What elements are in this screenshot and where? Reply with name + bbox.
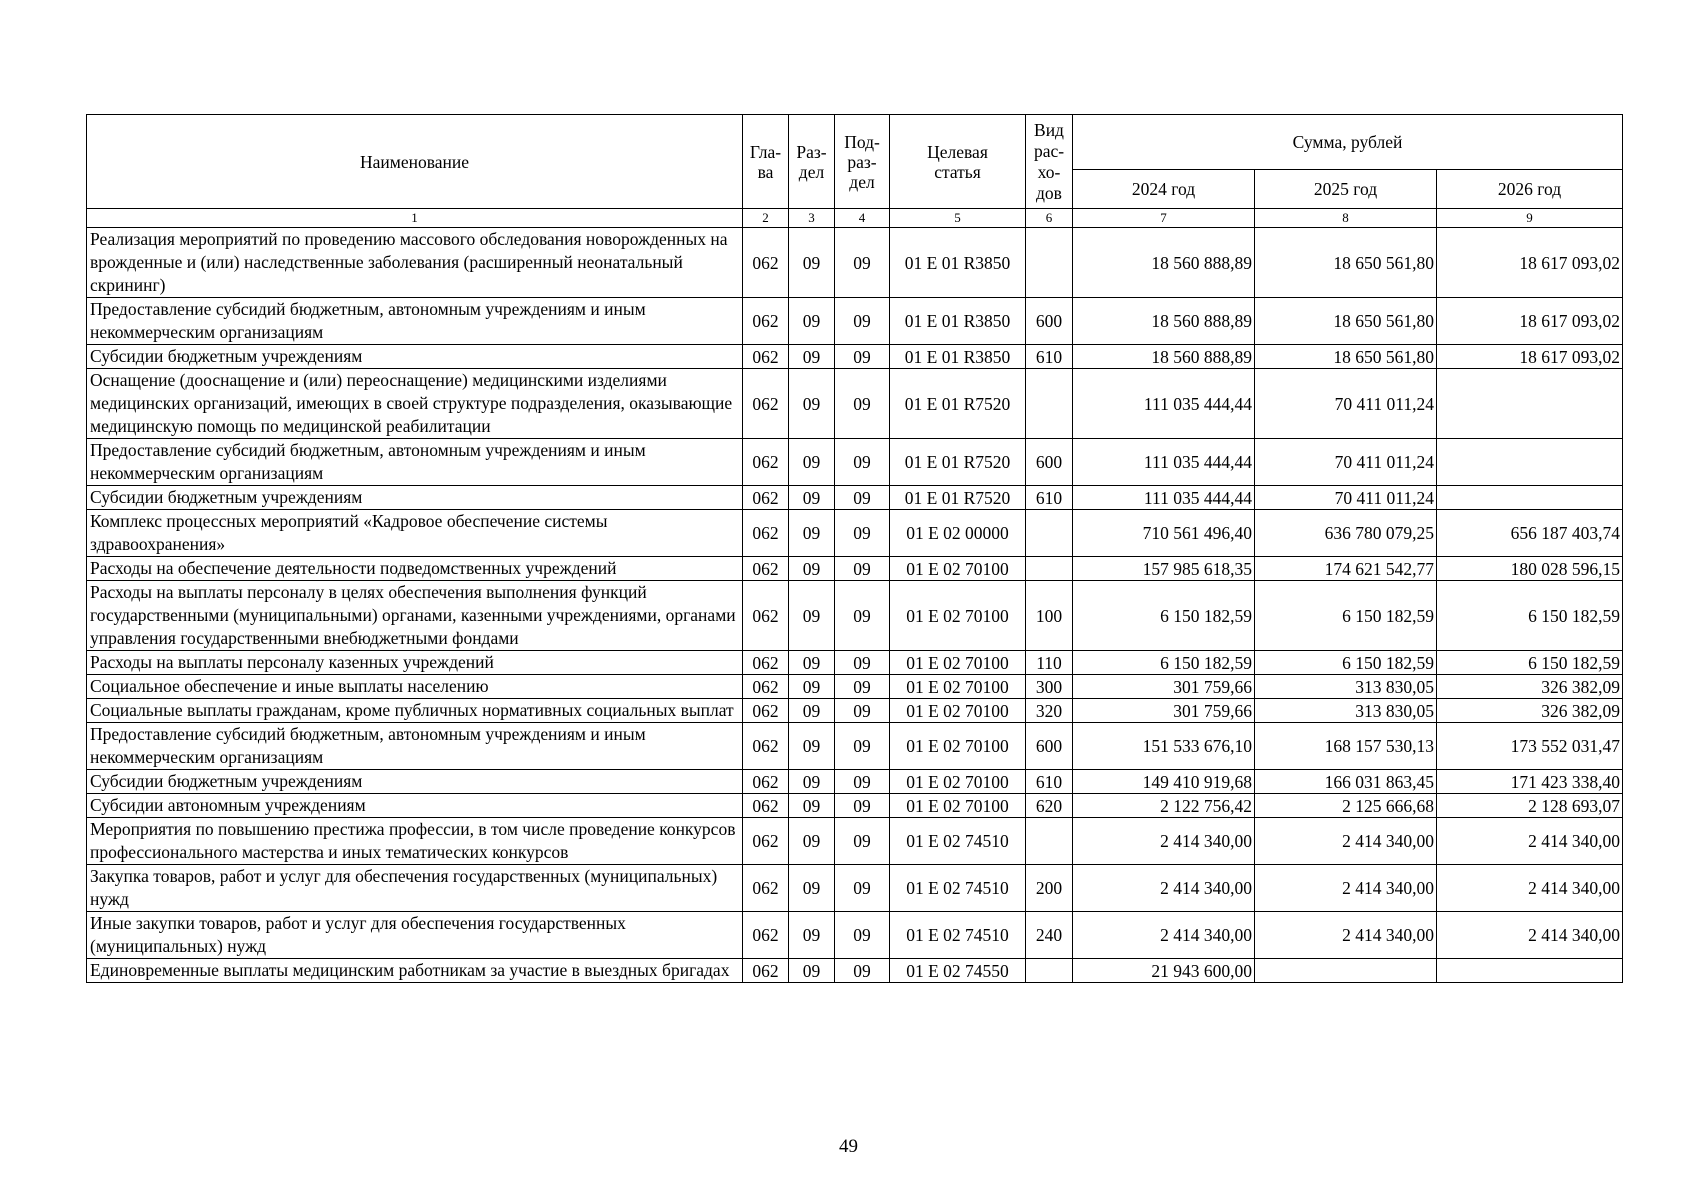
row-target-article: 01 Е 02 00000 (890, 510, 1026, 557)
row-sum-2024: 710 561 496,40 (1073, 510, 1255, 557)
row-sum-2026: 173 552 031,47 (1437, 723, 1623, 770)
header-target: Целевая статья (890, 115, 1026, 209)
row-razdel: 09 (789, 581, 835, 651)
row-podrazdel: 09 (835, 651, 890, 675)
row-sum-2025: 2 414 340,00 (1255, 912, 1437, 959)
row-sum-2026 (1437, 369, 1623, 439)
row-podrazdel: 09 (835, 298, 890, 345)
row-target-article: 01 Е 01 R3850 (890, 298, 1026, 345)
header-glava: Гла- ва (743, 115, 789, 209)
table-row (87, 557, 1623, 581)
row-podrazdel: 09 (835, 675, 890, 699)
table-row (87, 794, 1623, 818)
row-sum-2024: 18 560 888,89 (1073, 228, 1255, 298)
row-razdel: 09 (789, 651, 835, 675)
row-sum-2024: 2 122 756,42 (1073, 794, 1255, 818)
column-number: 4 (835, 209, 890, 228)
row-sum-2025: 18 650 561,80 (1255, 228, 1437, 298)
row-expense-type (1026, 557, 1073, 581)
row-expense-type (1026, 959, 1073, 983)
row-razdel: 09 (789, 369, 835, 439)
row-expense-type: 110 (1026, 651, 1073, 675)
row-target-article: 01 Е 01 R3850 (890, 228, 1026, 298)
row-target-article: 01 Е 02 74510 (890, 865, 1026, 912)
row-target-article: 01 Е 01 R3850 (890, 345, 1026, 369)
row-podrazdel: 09 (835, 770, 890, 794)
row-sum-2025: 70 411 011,24 (1255, 369, 1437, 439)
column-number: 9 (1437, 209, 1623, 228)
row-razdel: 09 (789, 865, 835, 912)
row-razdel: 09 (789, 912, 835, 959)
row-name: Мероприятия по повышению престижа профессии, в том числе проведение конкурсов профессионального мастерства и иных тематических конкурсов (87, 818, 743, 865)
row-razdel: 09 (789, 486, 835, 510)
table-row (87, 510, 1623, 557)
row-glava: 062 (743, 912, 789, 959)
row-sum-2026: 326 382,09 (1437, 699, 1623, 723)
table-row (87, 298, 1623, 345)
row-glava: 062 (743, 345, 789, 369)
row-sum-2024: 6 150 182,59 (1073, 581, 1255, 651)
row-sum-2025: 168 157 530,13 (1255, 723, 1437, 770)
row-expense-type: 610 (1026, 770, 1073, 794)
row-expense-type: 240 (1026, 912, 1073, 959)
header-year-2024: 2024 год (1073, 170, 1255, 209)
row-podrazdel: 09 (835, 794, 890, 818)
row-sum-2026 (1437, 959, 1623, 983)
row-name: Единовременные выплаты медицинским работникам за участие в выездных бригадах (87, 959, 743, 983)
table-row (87, 723, 1623, 770)
row-sum-2024: 301 759,66 (1073, 699, 1255, 723)
row-podrazdel: 09 (835, 439, 890, 486)
row-sum-2026: 326 382,09 (1437, 675, 1623, 699)
header-name: Наименование (87, 115, 743, 209)
header-podrazdel: Под- раз- дел (835, 115, 890, 209)
column-number: 3 (789, 209, 835, 228)
row-sum-2026: 171 423 338,40 (1437, 770, 1623, 794)
column-number: 6 (1026, 209, 1073, 228)
row-razdel: 09 (789, 723, 835, 770)
table-row (87, 439, 1623, 486)
row-razdel: 09 (789, 699, 835, 723)
row-sum-2024: 111 035 444,44 (1073, 439, 1255, 486)
table-row (87, 699, 1623, 723)
row-sum-2025: 313 830,05 (1255, 675, 1437, 699)
row-name: Социальные выплаты гражданам, кроме публичных нормативных социальных выплат (87, 699, 743, 723)
row-target-article: 01 Е 02 70100 (890, 723, 1026, 770)
row-sum-2026: 6 150 182,59 (1437, 651, 1623, 675)
row-sum-2024: 151 533 676,10 (1073, 723, 1255, 770)
row-razdel: 09 (789, 770, 835, 794)
row-sum-2025: 6 150 182,59 (1255, 581, 1437, 651)
table-row (87, 486, 1623, 510)
row-sum-2026: 18 617 093,02 (1437, 228, 1623, 298)
row-sum-2026: 18 617 093,02 (1437, 345, 1623, 369)
row-name: Предоставление субсидий бюджетным, автономным учреждениям и иным некоммерческим организациям (87, 298, 743, 345)
row-name: Предоставление субсидий бюджетным, автономным учреждениям и иным некоммерческим организациям (87, 723, 743, 770)
row-sum-2025: 70 411 011,24 (1255, 486, 1437, 510)
row-target-article: 01 Е 02 74550 (890, 959, 1026, 983)
row-glava: 062 (743, 818, 789, 865)
table-row (87, 912, 1623, 959)
row-name: Расходы на обеспечение деятельности подведомственных учреждений (87, 557, 743, 581)
column-number: 1 (87, 209, 743, 228)
row-name: Субсидии автономным учреждениям (87, 794, 743, 818)
table-row (87, 770, 1623, 794)
row-sum-2026: 656 187 403,74 (1437, 510, 1623, 557)
row-glava: 062 (743, 699, 789, 723)
row-sum-2025 (1255, 959, 1437, 983)
row-razdel: 09 (789, 345, 835, 369)
row-sum-2024: 2 414 340,00 (1073, 865, 1255, 912)
row-glava: 062 (743, 651, 789, 675)
header-year-2025: 2025 год (1255, 170, 1437, 209)
row-sum-2026 (1437, 439, 1623, 486)
table-row (87, 818, 1623, 865)
row-razdel: 09 (789, 675, 835, 699)
row-sum-2024: 149 410 919,68 (1073, 770, 1255, 794)
row-sum-2025: 6 150 182,59 (1255, 651, 1437, 675)
row-podrazdel: 09 (835, 228, 890, 298)
row-sum-2024: 18 560 888,89 (1073, 298, 1255, 345)
row-sum-2025: 174 621 542,77 (1255, 557, 1437, 581)
row-sum-2025: 636 780 079,25 (1255, 510, 1437, 557)
row-sum-2024: 111 035 444,44 (1073, 369, 1255, 439)
row-sum-2024: 21 943 600,00 (1073, 959, 1255, 983)
table-row (87, 369, 1623, 439)
row-expense-type (1026, 510, 1073, 557)
row-expense-type: 600 (1026, 723, 1073, 770)
column-number: 2 (743, 209, 789, 228)
row-sum-2024: 18 560 888,89 (1073, 345, 1255, 369)
row-target-article: 01 Е 01 R7520 (890, 486, 1026, 510)
table-row (87, 228, 1623, 298)
table-row (87, 865, 1623, 912)
row-sum-2024: 6 150 182,59 (1073, 651, 1255, 675)
header-year-2026: 2026 год (1437, 170, 1623, 209)
row-glava: 062 (743, 865, 789, 912)
row-expense-type: 600 (1026, 439, 1073, 486)
table-body (87, 228, 1623, 983)
row-podrazdel: 09 (835, 723, 890, 770)
row-glava: 062 (743, 770, 789, 794)
row-expense-type: 100 (1026, 581, 1073, 651)
row-target-article: 01 Е 02 74510 (890, 818, 1026, 865)
row-target-article: 01 Е 01 R7520 (890, 439, 1026, 486)
budget-table (86, 114, 1623, 983)
row-sum-2026: 6 150 182,59 (1437, 581, 1623, 651)
row-sum-2025: 313 830,05 (1255, 699, 1437, 723)
row-razdel: 09 (789, 794, 835, 818)
header-razdel: Раз- дел (789, 115, 835, 209)
row-name: Иные закупки товаров, работ и услуг для обеспечения государственных (муниципальных) нужд (87, 912, 743, 959)
row-glava: 062 (743, 959, 789, 983)
row-sum-2024: 2 414 340,00 (1073, 912, 1255, 959)
row-podrazdel: 09 (835, 699, 890, 723)
row-glava: 062 (743, 486, 789, 510)
row-podrazdel: 09 (835, 818, 890, 865)
row-name: Комплекс процессных мероприятий «Кадровое обеспечение системы здравоохранения» (87, 510, 743, 557)
row-razdel: 09 (789, 298, 835, 345)
row-sum-2024: 157 985 618,35 (1073, 557, 1255, 581)
row-name: Субсидии бюджетным учреждениям (87, 770, 743, 794)
row-target-article: 01 Е 02 70100 (890, 699, 1026, 723)
row-glava: 062 (743, 298, 789, 345)
row-podrazdel: 09 (835, 486, 890, 510)
table-row (87, 959, 1623, 983)
table-row (87, 581, 1623, 651)
row-razdel: 09 (789, 818, 835, 865)
row-name: Закупка товаров, работ и услуг для обеспечения государственных (муниципальных) нужд (87, 865, 743, 912)
row-target-article: 01 Е 01 R7520 (890, 369, 1026, 439)
row-target-article: 01 Е 02 70100 (890, 770, 1026, 794)
row-target-article: 01 Е 02 70100 (890, 557, 1026, 581)
row-razdel: 09 (789, 439, 835, 486)
row-expense-type: 200 (1026, 865, 1073, 912)
row-target-article: 01 Е 02 74510 (890, 912, 1026, 959)
column-number: 5 (890, 209, 1026, 228)
row-sum-2025: 18 650 561,80 (1255, 298, 1437, 345)
row-sum-2026 (1437, 486, 1623, 510)
column-numbers-row (87, 209, 1623, 228)
row-podrazdel: 09 (835, 369, 890, 439)
row-podrazdel: 09 (835, 557, 890, 581)
row-expense-type: 620 (1026, 794, 1073, 818)
row-target-article: 01 Е 02 70100 (890, 794, 1026, 818)
row-sum-2026: 2 128 693,07 (1437, 794, 1623, 818)
row-expense-type (1026, 818, 1073, 865)
row-name: Оснащение (дооснащение и (или) переоснащение) медицинскими изделиями медицинских организаций, имеющих в своей структуре подразделения, оказывающие медицинскую помощь по медицинской реабилитации (87, 369, 743, 439)
row-target-article: 01 Е 02 70100 (890, 651, 1026, 675)
row-podrazdel: 09 (835, 912, 890, 959)
row-expense-type: 320 (1026, 699, 1073, 723)
row-target-article: 01 Е 02 70100 (890, 581, 1026, 651)
row-sum-2025: 2 125 666,68 (1255, 794, 1437, 818)
row-podrazdel: 09 (835, 865, 890, 912)
row-name: Предоставление субсидий бюджетным, автономным учреждениям и иным некоммерческим организациям (87, 439, 743, 486)
budget-table-container (86, 114, 1622, 983)
row-podrazdel: 09 (835, 510, 890, 557)
row-name: Субсидии бюджетным учреждениям (87, 486, 743, 510)
row-name: Расходы на выплаты персоналу в целях обеспечения выполнения функций государственными (муниципальными) органами, казенными учреждениями, органами управления государственными внебюджетными фондами (87, 581, 743, 651)
row-sum-2024: 301 759,66 (1073, 675, 1255, 699)
row-name: Расходы на выплаты персоналу казенных учреждений (87, 651, 743, 675)
column-number: 8 (1255, 209, 1437, 228)
row-sum-2024: 2 414 340,00 (1073, 818, 1255, 865)
row-razdel: 09 (789, 510, 835, 557)
row-sum-2025: 2 414 340,00 (1255, 818, 1437, 865)
row-sum-2025: 166 031 863,45 (1255, 770, 1437, 794)
row-expense-type: 610 (1026, 486, 1073, 510)
row-glava: 062 (743, 794, 789, 818)
header-sum: Сумма, рублей (1073, 115, 1623, 170)
row-expense-type (1026, 369, 1073, 439)
row-expense-type: 610 (1026, 345, 1073, 369)
row-glava: 062 (743, 557, 789, 581)
column-number: 7 (1073, 209, 1255, 228)
row-sum-2025: 70 411 011,24 (1255, 439, 1437, 486)
row-expense-type (1026, 228, 1073, 298)
row-name: Субсидии бюджетным учреждениям (87, 345, 743, 369)
row-glava: 062 (743, 581, 789, 651)
table-row (87, 651, 1623, 675)
row-expense-type: 600 (1026, 298, 1073, 345)
row-glava: 062 (743, 675, 789, 699)
row-razdel: 09 (789, 959, 835, 983)
row-sum-2026: 180 028 596,15 (1437, 557, 1623, 581)
row-podrazdel: 09 (835, 959, 890, 983)
row-sum-2026: 18 617 093,02 (1437, 298, 1623, 345)
row-sum-2026: 2 414 340,00 (1437, 865, 1623, 912)
header-vid: Вид рас- хо- дов (1026, 115, 1073, 209)
row-sum-2026: 2 414 340,00 (1437, 818, 1623, 865)
row-target-article: 01 Е 02 70100 (890, 675, 1026, 699)
row-glava: 062 (743, 228, 789, 298)
row-podrazdel: 09 (835, 581, 890, 651)
row-glava: 062 (743, 369, 789, 439)
row-name: Реализация мероприятий по проведению массового обследования новорожденных на врожденные и (или) наследственные заболевания (расширенный неонатальный скрининг) (87, 228, 743, 298)
row-name: Социальное обеспечение и иные выплаты населению (87, 675, 743, 699)
row-razdel: 09 (789, 557, 835, 581)
row-glava: 062 (743, 439, 789, 486)
table-row (87, 345, 1623, 369)
row-glava: 062 (743, 723, 789, 770)
row-sum-2026: 2 414 340,00 (1437, 912, 1623, 959)
row-podrazdel: 09 (835, 345, 890, 369)
page-number: 49 (839, 1136, 858, 1157)
row-sum-2025: 2 414 340,00 (1255, 865, 1437, 912)
row-sum-2024: 111 035 444,44 (1073, 486, 1255, 510)
row-expense-type: 300 (1026, 675, 1073, 699)
row-glava: 062 (743, 510, 789, 557)
row-razdel: 09 (789, 228, 835, 298)
table-row (87, 675, 1623, 699)
row-sum-2025: 18 650 561,80 (1255, 345, 1437, 369)
